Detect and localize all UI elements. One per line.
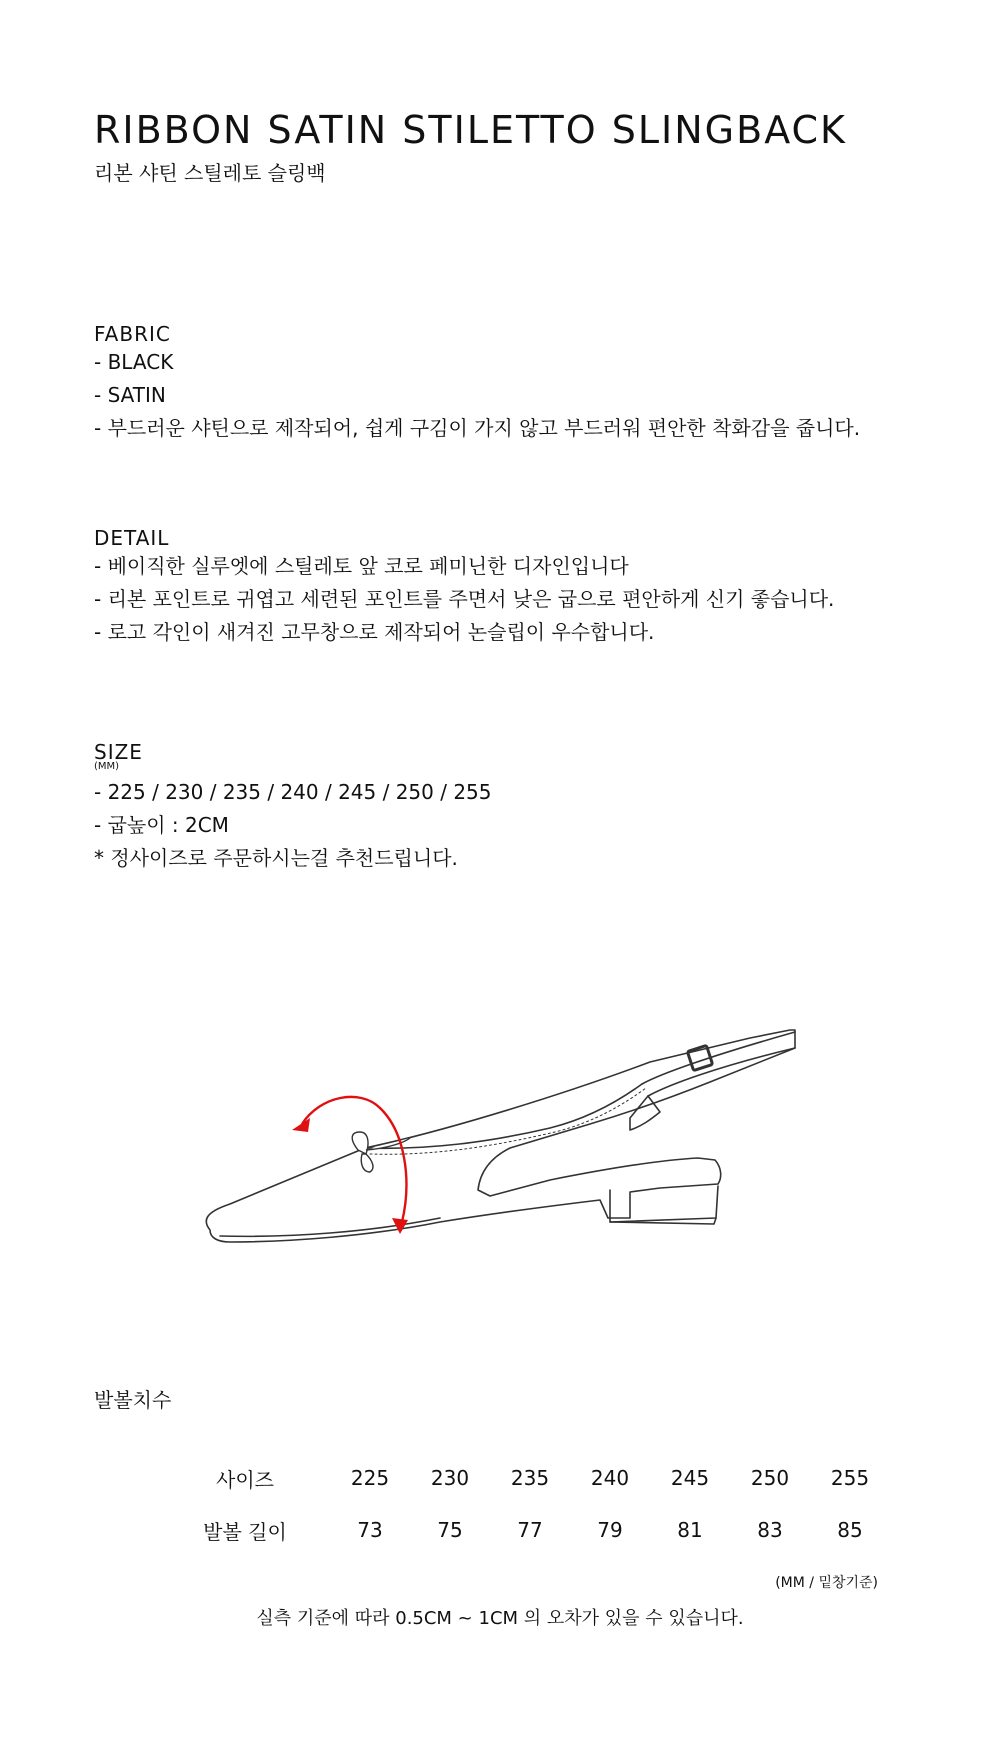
size-heading: SIZE (94, 740, 143, 764)
table-cell: 250 (750, 1466, 790, 1490)
ball-width-heading: 발볼치수 (94, 1388, 172, 1412)
size-line: - 225 / 230 / 235 / 240 / 245 / 250 / 255 (94, 780, 492, 804)
fabric-line: - SATIN (94, 383, 166, 407)
table-cell: 85 (837, 1518, 863, 1542)
table-row (160, 1452, 890, 1504)
table-cell: 245 (670, 1466, 710, 1490)
heel-block (610, 1186, 718, 1222)
product-subtitle-korean: 리본 샤틴 스틸레토 슬링백 (94, 161, 326, 185)
size-line: - 굽높이 : 2CM (94, 813, 229, 837)
detail-heading: DETAIL (94, 526, 170, 550)
tolerance-note: 실측 기준에 따라 0.5CM ~ 1CM 의 오차가 있을 수 있습니다. (256, 1608, 744, 1629)
table-cell: 81 (677, 1518, 703, 1542)
product-title: RIBBON SATIN STILETTO SLINGBACK (94, 108, 847, 152)
size-unit: (MM) (94, 761, 120, 772)
slingback-strap (642, 1032, 795, 1096)
detail-section (94, 526, 974, 649)
fabric-heading: FABRIC (94, 322, 171, 346)
detail-line: - 베이직한 실루엣에 스틸레토 앞 코로 페미닌한 디자인입니다 (94, 554, 629, 578)
detail-line: - 리본 포인트로 귀엽고 세련된 포인트를 주면서 낮은 굽으로 편안하게 신기 좋습니다. (94, 587, 835, 611)
table-cell: 73 (357, 1518, 383, 1542)
size-section (94, 740, 974, 875)
table-cell: 75 (437, 1518, 463, 1542)
table-cell: 255 (830, 1466, 870, 1490)
size-line: * 정사이즈로 주문하시는걸 추천드립니다. (94, 846, 458, 870)
fabric-line: - BLACK (94, 350, 174, 374)
arrow-head-left-icon (292, 1118, 310, 1132)
row-label-size: 사이즈 (216, 1467, 274, 1492)
table-cell: 235 (510, 1466, 550, 1490)
table-cell: 240 (590, 1466, 630, 1490)
unit-note: (MM / 밑창기준) (775, 1575, 878, 1591)
curved-measure-arrow-icon (302, 1097, 406, 1222)
detail-line: - 로고 각인이 새겨진 고무창으로 제작되어 논슬립이 우수합니다. (94, 620, 655, 644)
ribbon-bow-icon (352, 1132, 410, 1172)
table-cell: 83 (757, 1518, 783, 1542)
shoe-topline-stitch (370, 1088, 646, 1154)
table-row (160, 1504, 890, 1556)
row-label-ball-width: 발볼 길이 (203, 1519, 287, 1544)
slingback-shoe-illustration (190, 1000, 830, 1290)
ball-width-table (160, 1452, 890, 1556)
table-cell: 225 (350, 1466, 390, 1490)
shoe-sole-outline (206, 1030, 795, 1242)
fabric-line: - 부드러운 샤틴으로 제작되어, 쉽게 구김이 가지 않고 부드러워 편안한 착화감을 줍니다. (94, 416, 861, 440)
heel-counter (630, 1096, 660, 1130)
table-cell: 77 (517, 1518, 543, 1542)
fabric-section (94, 322, 974, 445)
table-cell: 79 (597, 1518, 623, 1542)
table-cell: 230 (430, 1466, 470, 1490)
